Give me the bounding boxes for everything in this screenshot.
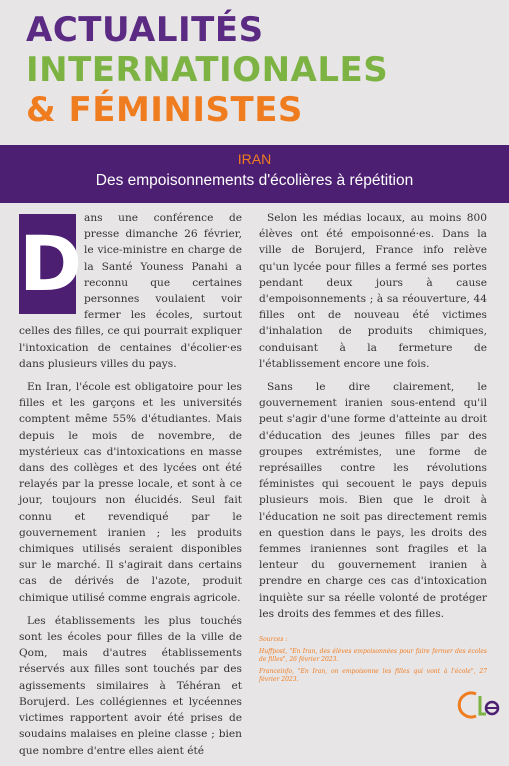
left-column [19,210,242,766]
header-line-2: INTERNATIONALES [26,50,389,90]
header-line-3: & FÉMINISTES [26,90,303,130]
page-header [26,10,388,130]
right-column [259,210,487,688]
article-banner [0,145,509,203]
paragraph: En Iran, l'école est obligatoire pour les filles et les garçons et les universités comptent même 55% d'étudiantes. Mais depuis le mois de novembre, de mystérieux cas d'intoxications en masse dans des collèges et des lycées ont été relayés par la presse locale, et sont à ce jour, toujours non élucidés. Seul fait connu et revendiqué par le gouvernement iranien ; les produits chimiques utilisés seraient disponibles sur le marché. Il s'agirait dans certains cas de dérivés de l'azote, produit chimique utilisé comme engrais agricole. [19,381,242,604]
paragraph: Selon les médias locaux, au moins 800 élèves ont été empoisonné·es. Dans la ville de Borujerd, France info relève qu'un lycée pour filles a fermé ses portes pendant deux jours à cause d'empoisonnements ; à sa réouverture, 44 filles ont de nouveau été victimes d'inhalation de produits chimiques, conduisant à la fermeture de l'établissement encore une fois. [259,212,487,370]
paragraph: Sans le dire clairement, le gouvernement iranien sous-entend qu'il peut s'agir d'une forme d'atteinte au droit d'éducation des jeunes filles par des groupes extrémistes, une forme de représailles contre les révolutions féministes qui secouent le pays depuis plusieurs mois. Bien que le droit à l'éducation ne soit pas directement remis en question dans le pays, les droits des femmes iraniennes sont fragiles et la lenteur du gouvernement iranien à prendre en charge ces cas d'intoxication inquiète sur sa réelle volonté de protéger les droits des femmes et des filles. [259,381,487,620]
sources [259,636,487,685]
paragraph: Les établissements les plus touchés sont les écoles pour filles de la ville de Qom, mais d'autres établissements réservés aux filles sont touchés par des agissements similaires à Téhéran et Borujerd. Les collégiennes et lycéennes victimes rapportent avoir été prises de soudains malaises en pleine classe ; bien que nombre d'entre elles aient été [19,614,242,757]
sources-label: Sources : [259,636,288,644]
country-label: IRAN [237,151,272,167]
source-item: Huffpost, "En Iran, des élèves empoisonnées pour faire fermer des écoles de filles", 26 février 2023. [259,647,487,664]
paragraph: ans une conférence de presse dimanche 26 février, le vice-ministre en charge de la Santé Youness Panahi a reconnu que certaines personnes voulaient voir fermer les écoles, surtout celles des filles, ce qui pourrait expliquer l'intoxication de centaines d'écolier·es dans plusieurs villes du pays. [19,212,242,370]
organisation-logo [456,688,506,720]
header-line-1: ACTUALITÉS [26,10,264,50]
drop-cap: D [19,214,76,314]
article-title: Des empoisonnements d'écolières à répétition [95,172,414,189]
source-item: Franceinfo, "En Iran, on empoisonne les filles qui vont à l'école", 27 février 2023. [259,667,487,684]
